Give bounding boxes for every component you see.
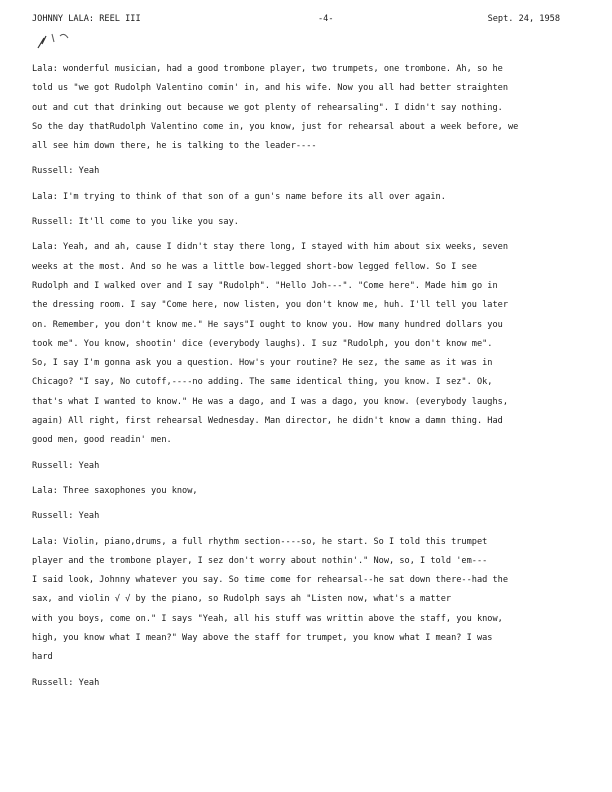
transcript-line: the dressing room. I say "Come here, now listen, you don't know me, huh. I'll tell you later [32, 300, 508, 311]
transcript-line: out and cut that drinking out because we got plenty of rehearsaling". I didn't say nothing. [32, 102, 503, 113]
page-header [32, 14, 560, 28]
transcript-line: good men, good readin' men. [32, 435, 172, 446]
transcript-line: again) All right, first rehearsal Wednesday. Man director, he didn't know a damn thing. Had [32, 416, 503, 427]
transcript-line: hard [32, 652, 53, 663]
transcript-line: Chicago? "I say, No cutoff,----no adding. The same identical thing, you know. I sez". Ok, [32, 377, 493, 388]
transcript-line: Lala: Violin, piano,drums, a full rhythm section----so, he start. So I told this trumpet [32, 536, 488, 547]
transcript-line: Russell: Yeah [32, 460, 100, 471]
transcript-line: So the day thatRudolph Valentino come in, you know, just for rehearsal about a week before, we [32, 121, 519, 132]
transcript-line: Russell: It'll come to you like you say. [32, 217, 239, 228]
transcript-line: I said look, Johnny whatever you say. So time come for rehearsal--he sat down there--had the [32, 575, 508, 586]
transcript-line: sax, and violin √ √ by the piano, so Rudolph says ah "Listen now, what's a matter [32, 594, 452, 605]
transcript-line: Lala: wonderful musician, had a good trombone player, two trumpets, one trombone. Ah, so he [32, 64, 503, 74]
transcript-line: told us "we got Rudolph Valentino comin' in, and his wife. Now you all had better straighten [32, 83, 508, 94]
transcript-body [32, 60, 568, 699]
transcript-paragraph [32, 674, 568, 693]
transcript-line: high, you know what I mean?" Way above the staff for trumpet, you know what I mean? I was [32, 633, 493, 644]
transcript-paragraph [32, 482, 568, 501]
transcript-line: on. Remember, you don't know me." He says"I ought to know you. How many hundred dollars you [32, 319, 503, 330]
transcript-line: Rudolph and I walked over and I say "Rudolph". "Hello Joh---". "Come here". Made him go in [32, 280, 498, 291]
transcript-paragraph [32, 507, 568, 526]
transcript-line: that's what I wanted to know." He was a dago, and I was a dago, you know. (everybody laughs, [32, 396, 508, 407]
transcript-paragraph [32, 188, 568, 207]
transcript-line: player and the trombone player, I sez don't worry about nothin'." Now, so, I told 'em--- [32, 555, 488, 566]
transcript-paragraph [32, 533, 568, 668]
header-title: JOHNNY LALA: REEL III [32, 14, 141, 24]
page-number: -4- [318, 14, 334, 24]
transcript-paragraph [32, 457, 568, 476]
transcript-line: took me". You know, shootin' dice (everybody laughs). I suz "Rudolph, you don't know me". [32, 338, 493, 349]
transcript-line: Russell: Yeah [32, 166, 100, 177]
transcript-line: Lala: Yeah, and ah, cause I didn't stay there long, I stayed with him about six weeks, seven [32, 242, 508, 253]
transcript-line: Russell: Yeah [32, 511, 100, 522]
transcript-paragraph [32, 238, 568, 450]
handwritten-mark [36, 30, 82, 52]
transcript-line: with you boys, come on." I says "Yeah, all his stuff was writtin above the staff, you know, [32, 613, 503, 624]
transcript-line: Lala: I'm trying to think of that son of a gun's name before its all over again. [32, 191, 446, 202]
transcript-line: weeks at the most. And so he was a little bow-legged short-bow legged fellow. So I see [32, 261, 477, 272]
transcript-paragraph [32, 60, 568, 156]
transcript-line: all see him down there, he is talking to the leader---- [32, 141, 317, 152]
transcript-paragraph [32, 162, 568, 181]
transcript-paragraph [32, 213, 568, 232]
transcript-line: Lala: Three saxophones you know, [32, 485, 198, 496]
header-date: Sept. 24, 1958 [487, 14, 560, 24]
transcript-line: So, I say I'm gonna ask you a question. How's your routine? He sez, the same as it was in [32, 358, 493, 369]
transcript-line: Russell: Yeah [32, 677, 100, 688]
